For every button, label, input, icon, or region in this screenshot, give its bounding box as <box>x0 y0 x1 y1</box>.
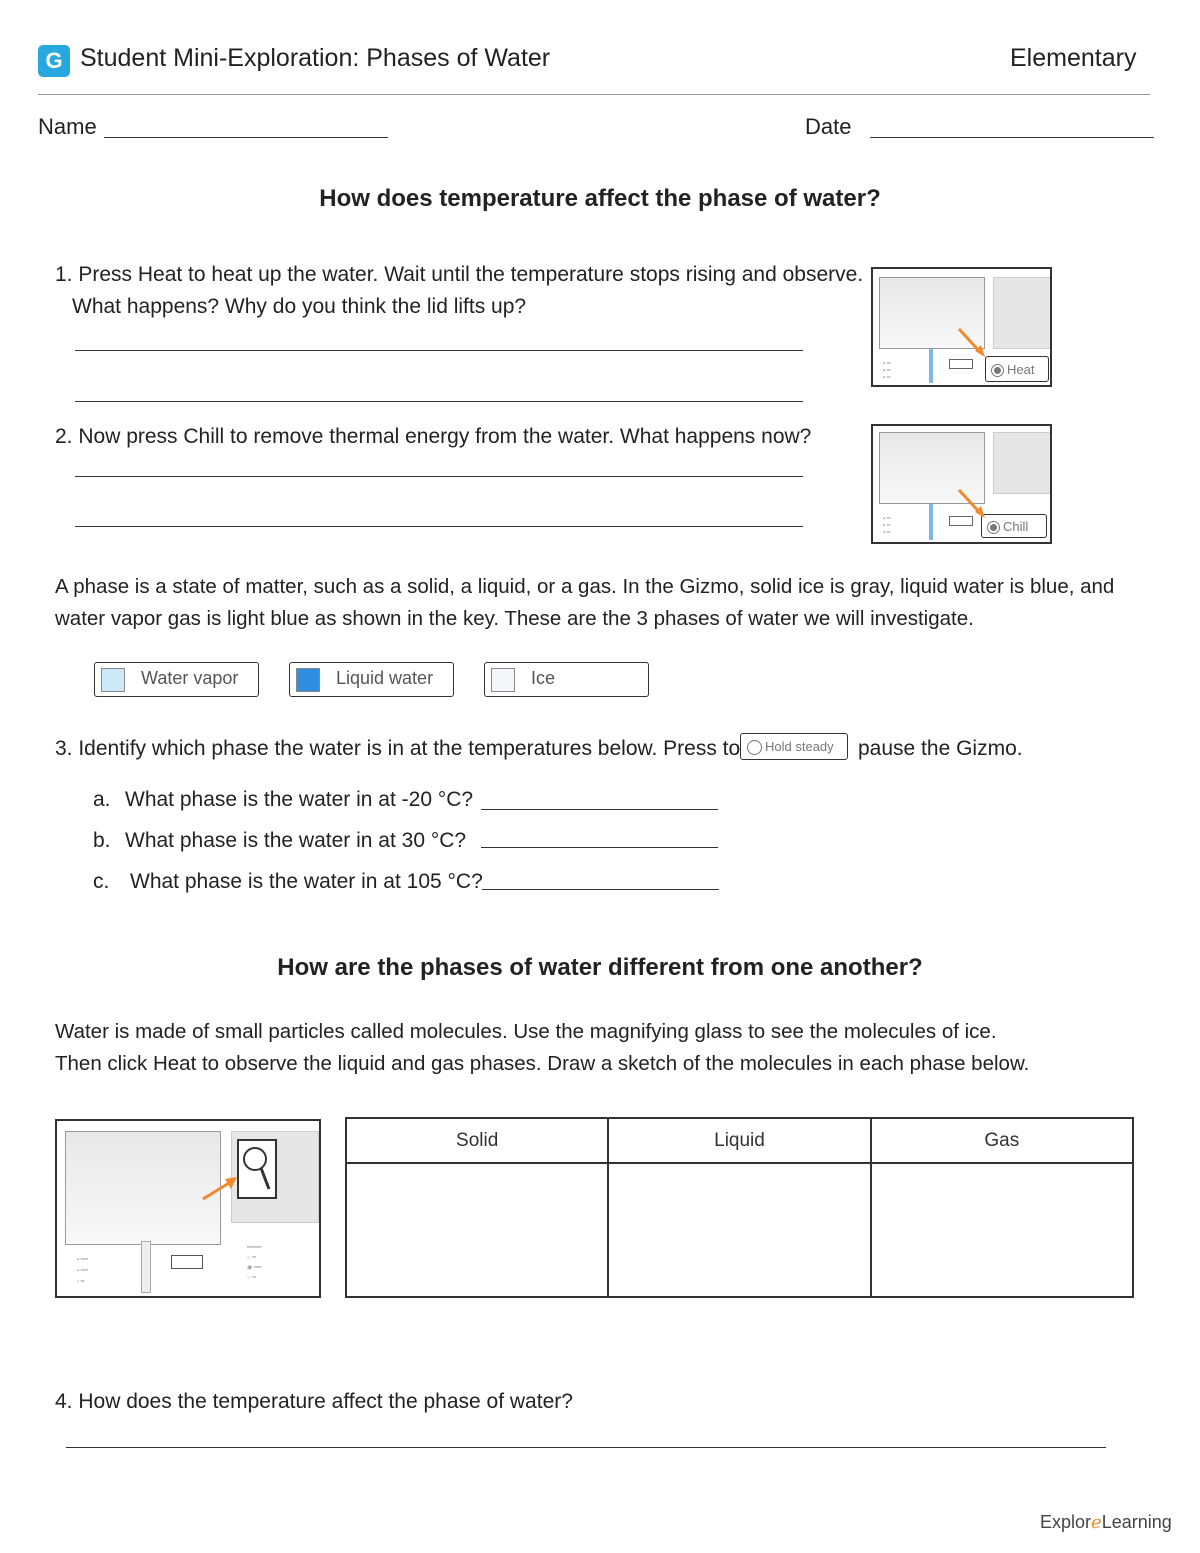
temperature-readout-graphic <box>171 1255 203 1269</box>
sketch-cell-liquid[interactable] <box>608 1163 870 1297</box>
ice-swatch <box>491 668 515 692</box>
q3b-text: What phase is the water in at 30 °C? <box>125 829 467 852</box>
q3a-letter: a. <box>93 788 111 811</box>
heat-button[interactable]: Heat <box>985 356 1049 382</box>
ice-label: Ice <box>531 668 556 688</box>
sketch-cell-gas[interactable] <box>871 1163 1133 1297</box>
q3b-letter: b. <box>93 829 111 852</box>
liquid-water-swatch <box>296 668 320 692</box>
heat-gizmo-screenshot <box>871 267 1052 387</box>
pointer-arrow-icon <box>957 327 987 359</box>
header-gas: Gas <box>871 1118 1133 1163</box>
brand-text-end: Learning <box>1101 1512 1172 1532</box>
question-1-line2: What happens? Why do you think the lid lifts up? <box>72 295 527 318</box>
tank-graphic <box>65 1131 221 1245</box>
worksheet-title: Student Mini-Exploration: Phases of Water <box>80 44 551 72</box>
mini-key-graphic: ▪ ━ ▪ ━ ▪ ━ <box>883 361 891 381</box>
answer-line-2a[interactable] <box>75 476 803 477</box>
answer-line-3a[interactable] <box>481 809 718 810</box>
pointer-arrow-icon <box>199 1173 239 1203</box>
section2-heading: How are the phases of water different from one another? <box>277 954 923 981</box>
molecules-instructions-line1: Water is made of small particles called molecules. Use the magnifying glass to see the molecules of ice. <box>55 1020 997 1043</box>
q3c-text: What phase is the water in at 105 °C? <box>130 870 483 893</box>
question-4: 4. How does the temperature affect the phase of water? <box>55 1390 573 1413</box>
phase-definition-line1: A phase is a state of matter, such as a solid, a liquid, or a gas. In the Gizmo, solid ice is gray, liquid water is blue, and <box>55 575 1115 598</box>
phase-definition-line2: water vapor gas is light blue as shown in the key. These are the 3 phases of water we will investigate. <box>55 607 974 630</box>
gizmo-logo-icon: G <box>38 45 70 77</box>
name-field[interactable] <box>104 137 388 138</box>
hold-steady-radio-icon <box>747 740 762 755</box>
question-2: 2. Now press Chill to remove thermal energy from the water. What happens now? <box>55 425 812 448</box>
temperature-control-graphic: ━━━━ ○ ━ ◉ ━━ ○ ━ <box>247 1245 262 1281</box>
chill-button[interactable]: Chill <box>981 514 1047 538</box>
mini-key-graphic: ▪ ━ ▪ ━ ▪ ━ <box>883 516 891 536</box>
sketch-cell-solid[interactable] <box>346 1163 608 1297</box>
question-3-suffix: pause the Gizmo. <box>858 737 1023 760</box>
magnifying-glass-button[interactable] <box>237 1139 277 1199</box>
answer-line-1b[interactable] <box>75 401 803 402</box>
q3a-text: What phase is the water in at -20 °C? <box>125 788 474 811</box>
key-liquid-water <box>289 662 454 697</box>
magnifying-glass-icon <box>239 1141 275 1197</box>
grade-level: Elementary <box>1010 44 1137 72</box>
header-divider <box>38 94 1150 95</box>
answer-line-3c[interactable] <box>482 889 719 890</box>
molecule-sketch-table <box>345 1117 1134 1298</box>
temperature-readout-graphic <box>949 359 973 369</box>
magnifier-gizmo-screenshot <box>55 1119 321 1298</box>
heat-radio-icon <box>991 364 1004 377</box>
water-vapor-label: Water vapor <box>141 668 239 688</box>
name-label: Name <box>38 114 97 139</box>
answer-line-4[interactable] <box>66 1447 1106 1448</box>
key-water-vapor <box>94 662 259 697</box>
chill-radio-icon <box>987 521 1000 534</box>
gizmo-side-panel <box>993 432 1051 494</box>
key-ice <box>484 662 649 697</box>
hold-steady-button[interactable]: Hold steady <box>740 733 848 760</box>
header-solid: Solid <box>346 1118 608 1163</box>
question-1-line1: 1. Press Heat to heat up the water. Wait until the temperature stops rising and observe. <box>55 263 864 286</box>
answer-line-1a[interactable] <box>75 350 803 351</box>
molecules-instructions-line2: Then click Heat to observe the liquid and gas phases. Draw a sketch of the molecules in each phase below. <box>55 1052 1030 1075</box>
date-label: Date <box>805 114 852 139</box>
chill-gizmo-screenshot <box>871 424 1052 544</box>
section1-heading: How does temperature affect the phase of water? <box>319 185 881 212</box>
header-liquid: Liquid <box>608 1118 870 1163</box>
q3c-letter: c. <box>93 870 110 893</box>
pointer-arrow-icon <box>957 488 987 520</box>
date-field[interactable] <box>870 137 1154 138</box>
answer-line-2b[interactable] <box>75 526 803 527</box>
question-3-prefix: 3. Identify which phase the water is in at the temperatures below. Press to <box>55 737 741 760</box>
brand-text-start: Explor <box>1040 1512 1092 1532</box>
liquid-water-label: Liquid water <box>336 668 434 688</box>
thermometer-graphic <box>929 349 933 383</box>
explorelearning-logo <box>1040 1512 1172 1533</box>
mini-key-graphic: ▪ ━━ ▪ ━━ ▫ ━ <box>77 1257 89 1285</box>
thermometer-graphic <box>929 504 933 540</box>
thermometer-graphic <box>141 1241 151 1293</box>
brand-accent-letter: e <box>1091 1512 1102 1533</box>
water-vapor-swatch <box>101 668 125 692</box>
gizmo-side-panel <box>993 277 1051 349</box>
answer-line-3b[interactable] <box>481 847 718 848</box>
